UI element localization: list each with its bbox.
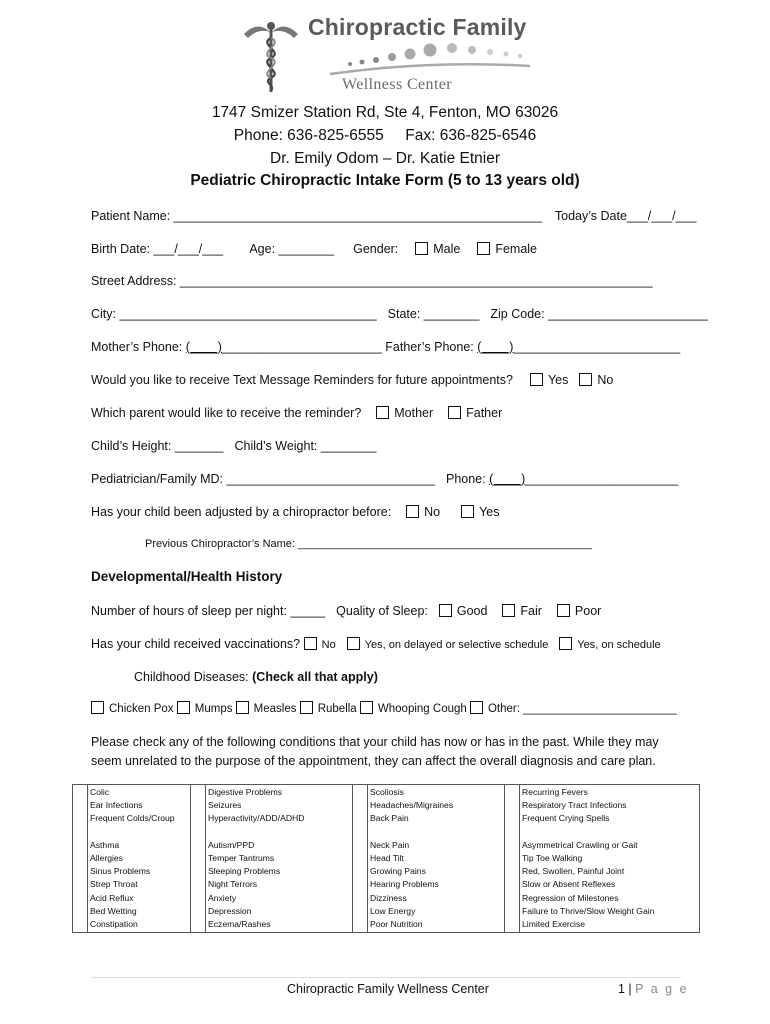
reminders-yes-label: Yes bbox=[547, 373, 569, 387]
condition-item[interactable]: Frequent Crying Spells bbox=[522, 813, 610, 824]
patient-name-field[interactable]: Patient Name: _____________________________________________________ bbox=[91, 209, 543, 223]
mumps-checkbox[interactable] bbox=[177, 701, 190, 714]
page-number-value: 1 bbox=[618, 982, 625, 996]
reminders-no-label: No bbox=[597, 373, 614, 387]
condition-item[interactable]: Frequent Colds/Croup bbox=[90, 813, 175, 824]
mumps-label: Mumps bbox=[194, 703, 233, 715]
sleep-good-label: Good bbox=[456, 604, 488, 618]
condition-item[interactable]: Eczema/Rashes bbox=[208, 918, 271, 929]
condition-item[interactable]: Tip Toe Walking bbox=[522, 852, 583, 863]
reminder-parent-question: Which parent would like to receive the reminder? bbox=[91, 406, 362, 420]
vacc-no-label: No bbox=[321, 639, 336, 651]
sleep-good-checkbox[interactable] bbox=[439, 604, 452, 617]
whooping-cough-checkbox[interactable] bbox=[360, 701, 373, 714]
conditions-col-1 bbox=[88, 785, 191, 933]
condition-item[interactable]: Seizures bbox=[208, 800, 242, 811]
whooping-cough-label: Whooping Cough bbox=[377, 703, 467, 715]
chicken-pox-checkbox[interactable] bbox=[91, 701, 104, 714]
height-weight-row bbox=[91, 439, 376, 453]
sleep-quality-label: Quality of Sleep: bbox=[336, 604, 428, 618]
sleep-fair-checkbox[interactable] bbox=[502, 604, 515, 617]
chicken-pox-label: Chicken Pox bbox=[109, 703, 174, 715]
adjusted-before-question: Has your child been adjusted by a chiropractor before: bbox=[91, 505, 392, 519]
other-disease-field[interactable]: Other: ________________________ bbox=[487, 703, 677, 715]
clinic-logo bbox=[240, 14, 540, 98]
condition-item[interactable]: Anxiety bbox=[208, 892, 237, 903]
conditions-intro: Please check any of the following conditions that your child has now or has in the past. While they may seem unrelated to the purpose of the appointment, they can affect the overall diagnosis and care plan. bbox=[91, 735, 659, 768]
conditions-col-3 bbox=[368, 785, 505, 933]
height-field[interactable]: Child’s Height: _______ bbox=[91, 439, 224, 453]
mother-label: Mother bbox=[394, 406, 434, 420]
logo-subtitle: Wellness Center bbox=[342, 76, 453, 93]
page-number bbox=[618, 982, 689, 996]
pediatrician-row bbox=[91, 472, 678, 486]
condition-item[interactable]: Slow or Absent Reflexes bbox=[522, 879, 616, 890]
condition-item[interactable]: Hyperactivity/ADD/ADHD bbox=[208, 813, 305, 824]
birth-date-row bbox=[91, 242, 537, 256]
footer-center: Chiropractic Family Wellness Center bbox=[287, 982, 489, 996]
sleep-row bbox=[91, 604, 601, 618]
condition-item[interactable]: Strep Throat bbox=[90, 879, 138, 890]
father-checkbox[interactable] bbox=[448, 406, 461, 419]
checkbox-column[interactable] bbox=[505, 785, 520, 933]
conditions-table bbox=[72, 784, 700, 933]
condition-blank bbox=[522, 826, 695, 839]
father-phone-label: Father’s Phone: bbox=[385, 340, 474, 354]
rubella-checkbox[interactable] bbox=[300, 701, 313, 714]
page-word: P a g e bbox=[635, 982, 689, 996]
sleep-poor-checkbox[interactable] bbox=[557, 604, 570, 617]
condition-item[interactable]: Recurring Fevers bbox=[522, 787, 588, 797]
sleep-fair-label: Fair bbox=[520, 604, 542, 618]
childhood-diseases-row bbox=[134, 670, 378, 684]
reminders-yes-checkbox[interactable] bbox=[530, 373, 543, 386]
text-reminders-question: Would you like to receive Text Message Reminders for future appointments? bbox=[91, 373, 513, 387]
clinic-phone-fax: Phone: 636-825-6555 Fax: 636-825-6546 bbox=[233, 127, 537, 144]
condition-item[interactable]: Autism/PPD bbox=[208, 839, 255, 850]
vacc-no-checkbox[interactable] bbox=[304, 637, 317, 650]
condition-blank bbox=[370, 826, 500, 839]
street-address-field[interactable]: Street Address: ____________________________________________________________________ bbox=[91, 274, 653, 288]
male-checkbox[interactable] bbox=[415, 242, 428, 255]
rubella-label: Rubella bbox=[317, 703, 357, 715]
birth-date-field[interactable]: Birth Date: ___/___/___ bbox=[91, 242, 224, 256]
form-title: Pediatric Chiropractic Intake Form (5 to 13 years old) bbox=[190, 172, 580, 189]
measles-label: Measles bbox=[253, 703, 297, 715]
condition-item[interactable]: Depression bbox=[208, 905, 252, 916]
vacc-delayed-checkbox[interactable] bbox=[347, 637, 360, 650]
condition-item[interactable]: Head Tilt bbox=[370, 852, 404, 863]
pediatrician-field[interactable]: Pediatrician/Family MD: ______________________________ bbox=[91, 472, 436, 486]
parent-phones-row bbox=[91, 340, 680, 354]
condition-item[interactable]: Hearing Problems bbox=[370, 879, 439, 890]
logo-title: Chiropractic Family bbox=[308, 14, 527, 40]
measles-checkbox[interactable] bbox=[236, 701, 249, 714]
zip-field[interactable]: Zip Code: _______________________ bbox=[490, 307, 708, 321]
pediatrician-phone-area[interactable]: (____) bbox=[489, 472, 526, 486]
female-label: Female bbox=[495, 242, 537, 256]
childhood-diseases-hint: (Check all that apply) bbox=[252, 670, 378, 684]
condition-item[interactable]: Growing Pains bbox=[370, 866, 426, 877]
clinic-doctors: Dr. Emily Odom – Dr. Katie Etnier bbox=[270, 150, 500, 167]
condition-item[interactable]: Scoliosis bbox=[370, 787, 404, 797]
female-checkbox[interactable] bbox=[477, 242, 490, 255]
condition-item[interactable]: Failure to Thrive/Slow Weight Gain bbox=[522, 905, 655, 916]
patient-name-row bbox=[91, 209, 696, 223]
adjusted-before-row bbox=[91, 505, 500, 519]
checkbox-column[interactable] bbox=[191, 785, 206, 933]
condition-item[interactable]: Back Pain bbox=[370, 813, 409, 824]
mother-phone-field[interactable]: _______________________ bbox=[221, 340, 382, 354]
vacc-schedule-checkbox[interactable] bbox=[559, 637, 572, 650]
condition-item[interactable]: Low Energy bbox=[370, 905, 416, 916]
page-separator: | bbox=[624, 982, 636, 996]
checkbox-column[interactable] bbox=[73, 785, 88, 933]
text-reminders-row bbox=[91, 373, 613, 387]
vacc-delayed-label: Yes, on delayed or selective schedule bbox=[364, 639, 549, 651]
state-field[interactable]: State: ________ bbox=[387, 307, 480, 321]
sleep-hours-field[interactable]: Number of hours of sleep per night: _____ bbox=[91, 604, 326, 618]
condition-item[interactable]: Sleeping Problems bbox=[208, 866, 281, 877]
vaccinations-question: Has your child received vaccinations? bbox=[91, 637, 301, 651]
condition-item[interactable]: Sinus Problems bbox=[90, 866, 151, 877]
condition-item[interactable]: Headaches/Migraines bbox=[370, 800, 454, 811]
other-disease-checkbox[interactable] bbox=[470, 701, 483, 714]
condition-item[interactable]: Constipation bbox=[90, 918, 138, 929]
condition-item[interactable]: Acid Reflux bbox=[90, 892, 134, 903]
condition-item[interactable]: Asthma bbox=[90, 839, 120, 850]
checkbox-column[interactable] bbox=[353, 785, 368, 933]
mother-phone-area[interactable]: (____) bbox=[185, 340, 222, 354]
condition-item[interactable]: Asymmetrical Crawling or Gait bbox=[522, 839, 638, 850]
weight-field[interactable]: Child’s Weight: ________ bbox=[234, 439, 377, 453]
conditions-col-4 bbox=[520, 785, 700, 933]
condition-item[interactable]: Temper Tantrums bbox=[208, 852, 275, 863]
childhood-diseases-label: Childhood Diseases: bbox=[134, 670, 249, 684]
mother-checkbox[interactable] bbox=[376, 406, 389, 419]
previous-chiropractor-field[interactable]: Previous Chiropractor’s Name: ________________________________________________ bbox=[145, 538, 592, 550]
adjusted-yes-checkbox[interactable] bbox=[461, 505, 474, 518]
pediatrician-phone-label: Phone: bbox=[445, 472, 486, 486]
male-label: Male bbox=[433, 242, 461, 256]
condition-item[interactable]: Allergies bbox=[90, 852, 123, 863]
age-field[interactable]: Age: ________ bbox=[249, 242, 335, 256]
condition-item[interactable]: Colic bbox=[90, 787, 110, 797]
condition-item[interactable]: Digestive Problems bbox=[208, 787, 283, 797]
clinic-address: 1747 Smizer Station Rd, Ste 4, Fenton, MO 63026 bbox=[211, 104, 559, 121]
condition-item[interactable]: Bed Wetting bbox=[90, 905, 137, 916]
conditions-col-2 bbox=[206, 785, 353, 933]
father-phone-area[interactable]: (____) bbox=[477, 340, 514, 354]
condition-item[interactable]: Ear Infections bbox=[90, 800, 143, 811]
father-label: Father bbox=[466, 406, 503, 420]
condition-item[interactable]: Night Terrors bbox=[208, 879, 258, 890]
logo-decoration bbox=[280, 38, 540, 78]
reminder-parent-row bbox=[91, 406, 502, 420]
condition-item[interactable]: Regression of Milestones bbox=[522, 892, 619, 903]
footer-divider bbox=[91, 977, 681, 978]
condition-item[interactable]: Poor Nutrition bbox=[370, 918, 423, 929]
diseases-checklist bbox=[91, 701, 677, 715]
vaccinations-row bbox=[91, 637, 661, 651]
gender-label: Gender: bbox=[353, 242, 399, 256]
todays-date-field[interactable]: Today’s Date___/___/___ bbox=[554, 209, 697, 223]
city-state-zip-row bbox=[91, 307, 708, 321]
condition-item[interactable]: Limited Exercise bbox=[522, 918, 586, 929]
condition-item[interactable]: Respiratory Tract Infections bbox=[522, 800, 627, 811]
condition-item[interactable]: Red, Swollen, Painful Joint bbox=[522, 866, 625, 877]
condition-item[interactable]: Neck Pain bbox=[370, 839, 410, 850]
vacc-schedule-label: Yes, on schedule bbox=[577, 639, 661, 651]
adjusted-no-label: No bbox=[424, 505, 441, 519]
health-history-heading: Developmental/Health History bbox=[91, 569, 283, 584]
adjusted-no-checkbox[interactable] bbox=[406, 505, 419, 518]
father-phone-field[interactable]: ________________________ bbox=[513, 340, 681, 354]
sleep-poor-label: Poor bbox=[574, 604, 602, 618]
pediatrician-phone-field[interactable]: ______________________ bbox=[525, 472, 679, 486]
condition-item[interactable]: Dizziness bbox=[370, 892, 407, 903]
condition-blank bbox=[208, 826, 348, 839]
reminders-no-checkbox[interactable] bbox=[579, 373, 592, 386]
adjusted-yes-label: Yes bbox=[479, 505, 500, 519]
city-field[interactable]: City: _____________________________________ bbox=[91, 307, 377, 321]
mother-phone-label: Mother’s Phone: bbox=[91, 340, 183, 354]
